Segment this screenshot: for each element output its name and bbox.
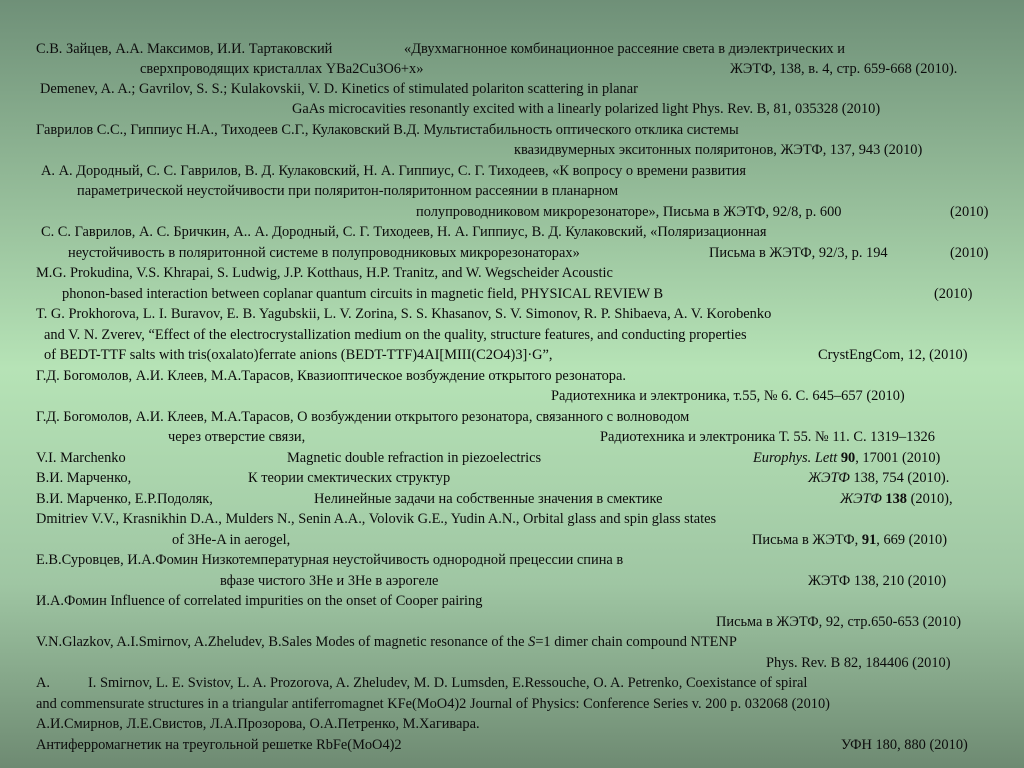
ref-5-line2: неустойчивость в поляритонной системе в полупроводниковых микрорезонаторах»	[68, 245, 580, 261]
ref-6-year: (2010)	[934, 286, 973, 302]
ref-3-line1: Гаврилов С.С., Гиппиус Н.А., Тиходеев С.Г., Кулаковский В.Д. Мультистабильность оптического отклика системы	[36, 122, 739, 138]
ref-17-marker: A.	[36, 675, 50, 691]
ref-5-journal: Письма в ЖЭТФ, 92/3, p. 194	[709, 245, 888, 261]
ref-4-line1: А. А. Дородный, С. С. Гаврилов, В. Д. Кулаковский, Н. А. Гиппиус, С. Г. Тиходеев, «К вопросу о времени развития	[41, 163, 746, 179]
ref-4-line2: параметрической неустойчивости при поляритон-поляритонном рассеянии в планарном	[77, 183, 619, 199]
ref-17-line1: I. Smirnov, L. E. Svistov, L. A. Prozorova, A. Zheludev, M. D. Lumsden, E.Ressouche, O. A. Petrenko, Coexistance of spiral	[88, 675, 808, 691]
ref-18-journal: УФН 180, 880 (2010)	[841, 737, 968, 753]
ref-6-line2: phonon-based interaction between coplanar quantum circuits in magnetic field, PHYSICAL REVIEW B	[62, 286, 664, 302]
ref-1-journal: ЖЭТФ, 138, в. 4, стр. 659-668 (2010).	[730, 61, 958, 77]
ref-9-line2: через отверстие связи,	[168, 429, 306, 445]
ref-17-line2: and commensurate structures in a triangular antiferromagnet KFe(MoO4)2 Journal of Physics: Conference Series v. 200 p. 032068 (2010)	[36, 696, 830, 712]
ref-7-line2: and V. N. Zverev, “Effect of the electrocrystallization medium on the quality, structure features, and conducting properties	[44, 327, 747, 343]
ref-14-line1: Е.В.Суровцев, И.А.Фомин Низкотемпературная неустойчивость однородной прецессии спина в	[36, 552, 624, 568]
ref-9-line1: Г.Д. Богомолов, А.И. Клеев, М.А.Тарасов, О возбуждении открытого резонатора, связанного с волноводом	[36, 409, 690, 425]
ref-16-line1: V.N.Glazkov, A.I.Smirnov, A.Zheludev, B.Sales Modes of magnetic resonance of the S=1 dimer chain compound NTENP	[36, 634, 737, 650]
ref-7-journal: CrystEngCom, 12, (2010)	[818, 347, 968, 363]
ref-1-authors: С.В. Зайцев, А.А. Максимов, И.И. Тартаковский	[36, 41, 333, 57]
ref-13-citation: Письма в ЖЭТФ, 91, 669 (2010)	[752, 532, 948, 548]
ref-13-line2: of 3He-A in aerogel,	[172, 532, 291, 548]
ref-11-citation: ЖЭТФ 138, 754 (2010).	[808, 470, 950, 486]
ref-10-authors: V.I. Marchenko	[36, 450, 126, 466]
ref-3-line2: квазидвумерных экситонных поляритонов, ЖЭТФ, 137, 943 (2010)	[514, 142, 923, 158]
ref-15-line2: Письма в ЖЭТФ, 92, стр.650-653 (2010)	[716, 614, 962, 630]
ref-7-line1: T. G. Prokhorova, L. I. Buravov, E. B. Yagubskii, L. V. Zorina, S. S. Khasanov, S. V. Simonov, R. P. Shibaeva, A. V. Korobenko	[36, 306, 772, 322]
ref-12-authors: В.И. Марченко, Е.Р.Подоляк,	[36, 491, 213, 507]
ref-13-line1: Dmitriev V.V., Krasnikhin D.A., Mulders N., Senin A.A., Volovik G.E., Yudin A.N., Orbital glass and spin glass states	[36, 511, 717, 527]
ref-8-line1: Г.Д. Богомолов, А.И. Клеев, М.А.Тарасов, Квазиоптическое возбуждение открытого резонатора.	[36, 368, 626, 384]
ref-18-line2: Антиферромагнетик на треугольной решетке RbFe(MoO4)2	[36, 737, 402, 753]
ref-10-citation: Europhys. Lett 90, 17001 (2010)	[753, 450, 941, 466]
ref-16-line2: Phys. Rev. B 82, 184406 (2010)	[766, 655, 951, 671]
ref-11-title: К теории смектических структур	[248, 470, 451, 486]
ref-5-line1: С. С. Гаврилов, А. С. Бричкин, А.. А. Дородный, С. Г. Тиходеев, Н. А. Гиппиус, В. Д. Кулаковский, «Поляризационная	[41, 224, 767, 240]
ref-10-title: Magnetic double refraction in piezoelectrics	[287, 450, 542, 466]
ref-2-line1: Demenev, A. A.; Gavrilov, S. S.; Kulakovskii, V. D. Kinetics of stimulated polariton scattering in planar	[40, 81, 638, 97]
ref-2-line2: GaAs microcavities resonantly excited with a linearly polarized light Phys. Rev. B, 81, 035328 (2010)	[292, 101, 881, 117]
ref-12-citation: ЖЭТФ 138 (2010),	[840, 491, 953, 507]
ref-4-line3: полупроводниковом микрорезонаторе», Письма в ЖЭТФ, 92/8, p. 600	[416, 204, 842, 220]
ref-7-line3: of BEDT-TTF salts with tris(oxalato)ferrate anions (BEDT-TTF)4AI[MIII(C2O4)3]·G”,	[44, 347, 553, 363]
ref-1-title-line1: «Двухмагнонное комбинационное рассеяние света в диэлектрических и	[404, 41, 845, 57]
ref-14-line2: вфазе чистого 3He и 3He в аэрогеле	[220, 573, 439, 589]
ref-14-journal: ЖЭТФ 138, 210 (2010)	[808, 573, 947, 589]
ref-1-title-line2: сверхпроводящих кристаллах YBa2Cu3O6+x»	[140, 61, 424, 77]
ref-15-line1: И.А.Фомин Influence of correlated impurities on the onset of Cooper pairing	[36, 593, 483, 609]
ref-5-year: (2010)	[950, 245, 989, 261]
ref-11-authors: В.И. Марченко,	[36, 470, 132, 486]
ref-9-journal: Радиотехника и электроника Т. 55. № 11. С. 1319–1326	[600, 429, 935, 445]
ref-12-title: Нелинейные задачи на собственные значения в смектике	[314, 491, 663, 507]
ref-18-line1: А.И.Смирнов, Л.Е.Свистов, Л.А.Прозорова, О.А.Петренко, М.Хагивара.	[36, 716, 480, 732]
ref-8-line2: Радиотехника и электроника, т.55, № 6. С. 645–657 (2010)	[551, 388, 905, 404]
ref-4-year: (2010)	[950, 204, 989, 220]
ref-6-line1: M.G. Prokudina, V.S. Khrapai, S. Ludwig, J.P. Kotthaus, H.P. Tranitz, and W. Wegscheider Acoustic	[36, 265, 613, 281]
